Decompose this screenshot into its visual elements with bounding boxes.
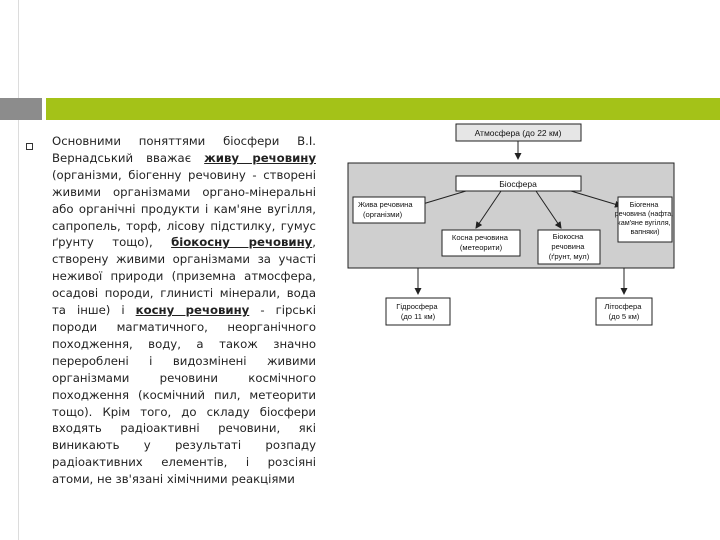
text-run: - гірські породи магматичного, неорганічного походження, воду, а також значно перероблені і видозмінені живими організмами речовини космічного походження (космічний пил, метеорити тощо). Крім того, до складу біосфери входять радіоактивні речовини, які виникають у результаті розпаду радіоактивних елементів, і розсіяні атоми, не зв'язані хімічними реакціями	[52, 303, 317, 487]
biogenic-matter-label: Біогенна речовина (нафта, кам'яне вугілля, вапняки)	[614, 200, 674, 236]
header-bar-green	[46, 98, 720, 120]
text-run: , створену живими організмами за участі неживої природи (приземна атмосфера, осадові породи, глинисті мінерали, вода та інше) і	[52, 235, 316, 318]
key-term	[171, 235, 312, 249]
emphasis-term: біокосну речовину	[171, 235, 313, 250]
hydrosphere-label: Гідросфера (до 11 км)	[396, 302, 438, 321]
left-guide-line	[18, 0, 19, 540]
living-matter-label: Жива речовина (організми)	[358, 200, 413, 219]
key-term	[204, 151, 316, 165]
key-term	[136, 303, 250, 317]
text-run: Основними поняттями біосфери В.І. Вернадський вважає	[52, 134, 316, 165]
bioinert-matter-label: Біокосна речовина (ґрунт, мул)	[548, 232, 590, 261]
biosphere-diagram	[346, 118, 676, 343]
text-run: (організми, біогенну речовину - створені живими організмами органо-мінеральні або органічні продукти і кам'яне вугілля, сапропель, торф, лісову підстилку, гумус ґрунту тощо),	[52, 167, 316, 250]
body-paragraph	[52, 133, 316, 488]
inert-matter-label: Косна речовина (метеорити)	[451, 233, 508, 252]
atmosphere-label: Атмосфера (до 22 км)	[474, 128, 562, 138]
header-bar-gray	[0, 98, 42, 120]
lithosphere-label: Літосфера (до 5 км)	[604, 302, 642, 321]
bullet-square-icon	[26, 143, 33, 150]
emphasis-term: косну речовину	[135, 303, 250, 318]
emphasis-term: живу речовину	[204, 150, 316, 165]
biosphere-label: Біосфера	[499, 179, 537, 189]
